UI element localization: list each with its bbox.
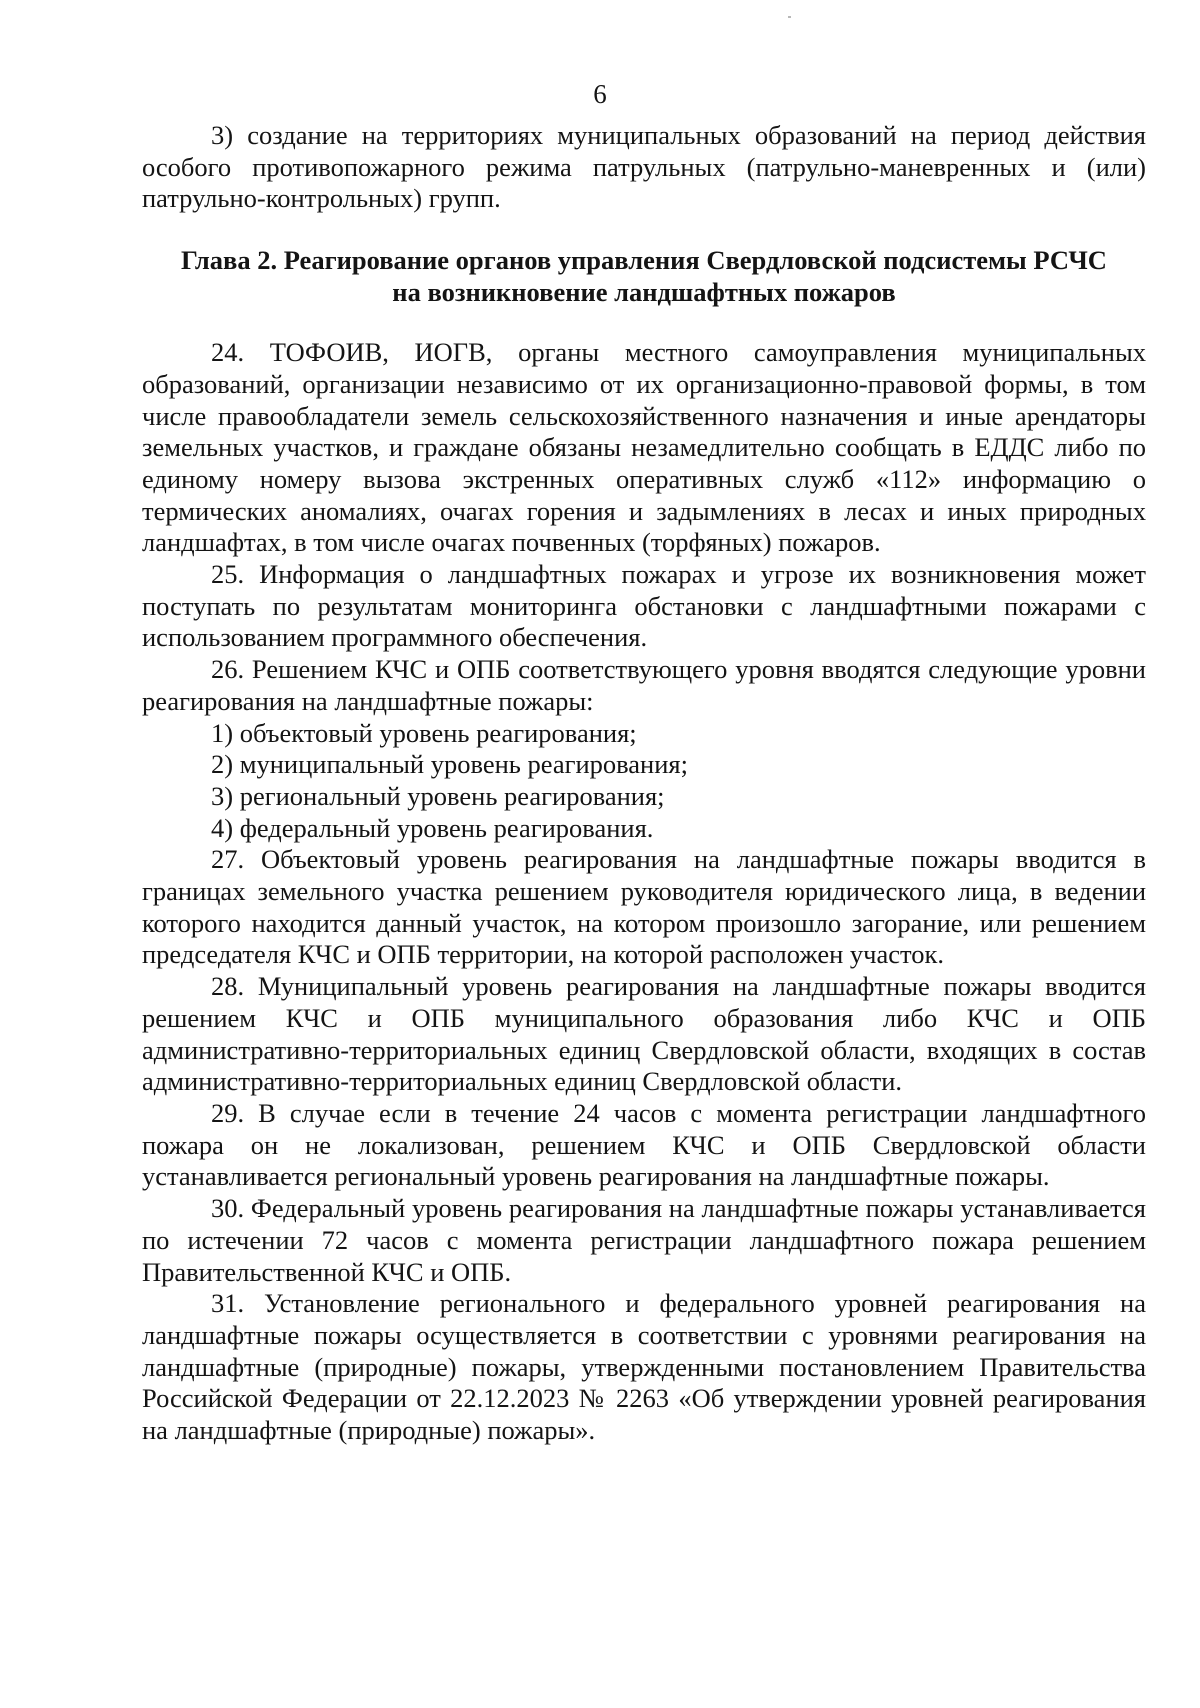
chapter-heading <box>142 245 1146 308</box>
paragraph-24: 24. ТОФОИВ, ИОГВ, органы местного самоуправления муниципальных образований, организации независимо от их организационно-правовой формы, в том числе правообладатели земель сельскохозяйственного назначения и иные арендаторы земельных участков, и граждане обязаны незамедлительно сообщать в ЕДДС либо по единому номеру вызова экстренных оперативных служб «112» информацию о термических аномалиях, очагах горения и задымлениях в лесах и иных природных ландшафтах, в том числе очагах почвенных (торфяных) пожаров. <box>142 337 1146 558</box>
paragraph-26: 26. Решением КЧС и ОПБ соответствующего уровня вводятся следующие уровни реагирования на ландшафтные пожары: <box>142 654 1146 716</box>
paragraph-28: 28. Муниципальный уровень реагирования на ландшафтные пожары вводится решением КЧС и ОПБ муниципального образования либо КЧС и ОПБ административно-территориальных единиц Свердловской области, входящих в состав административно-территориальных единиц Свердловской области. <box>142 971 1146 1097</box>
level-item-3: 3) региональный уровень реагирования; <box>211 780 665 811</box>
paragraph-31: 31. Установление регионального и федерального уровней реагирования на ландшафтные пожары осуществляется в соответствии с уровнями реагирования на ландшафтные (природные) пожары, утвержденными постановлением Правительства Российской Федерации от 22.12.2023 № 2263 «Об утверждении уровней реагирования на ландшафтные (природные) пожары». <box>142 1288 1146 1446</box>
paragraph-25: 25. Информация о ландшафтных пожарах и угрозе их возникновения может поступать по результатам мониторинга обстановки с ландшафтными пожарами с использованием программного обеспечения. <box>142 559 1146 653</box>
paragraph-item-3: 3) создание на территориях муниципальных образований на период действия особого противопожарного режима патрульных (патрульно-маневренных и (или) патрульно-контрольных) групп. <box>142 120 1146 214</box>
paragraph-30: 30. Федеральный уровень реагирования на ландшафтные пожары устанавливается по истечении 72 часов с момента регистрации ландшафтного пожара решением Правительственной КЧС и ОПБ. <box>142 1193 1146 1287</box>
document-body <box>142 120 1146 1447</box>
paragraph-29: 29. В случае если в течение 24 часов с момента регистрации ландшафтного пожара он не локализован, решением КЧС и ОПБ Свердловской области устанавливается региональный уровень реагирования на ландшафтные пожары. <box>142 1097 1146 1192</box>
paragraph-27: 27. Объектовый уровень реагирования на ландшафтные пожары вводится в границах земельного участка решением руководителя юридического лица, в ведении которого находится данный участок, на котором произошло загорание, или решением председателя КЧС и ОПБ территории, на которой расположен участок. <box>142 844 1146 970</box>
scan-artifact <box>788 16 791 18</box>
level-item-2: 2) муниципальный уровень реагирования; <box>211 749 688 780</box>
chapter-heading-line-1: Глава 2. Реагирование органов управления Свердловской подсистемы РСЧС <box>181 245 1107 276</box>
chapter-heading-line-2: на возникновение ландшафтных пожаров <box>392 276 896 307</box>
level-item-1: 1) объектовый уровень реагирования; <box>211 717 637 748</box>
page-number: 6 <box>593 79 607 109</box>
level-item-4: 4) федеральный уровень реагирования. <box>211 812 654 843</box>
